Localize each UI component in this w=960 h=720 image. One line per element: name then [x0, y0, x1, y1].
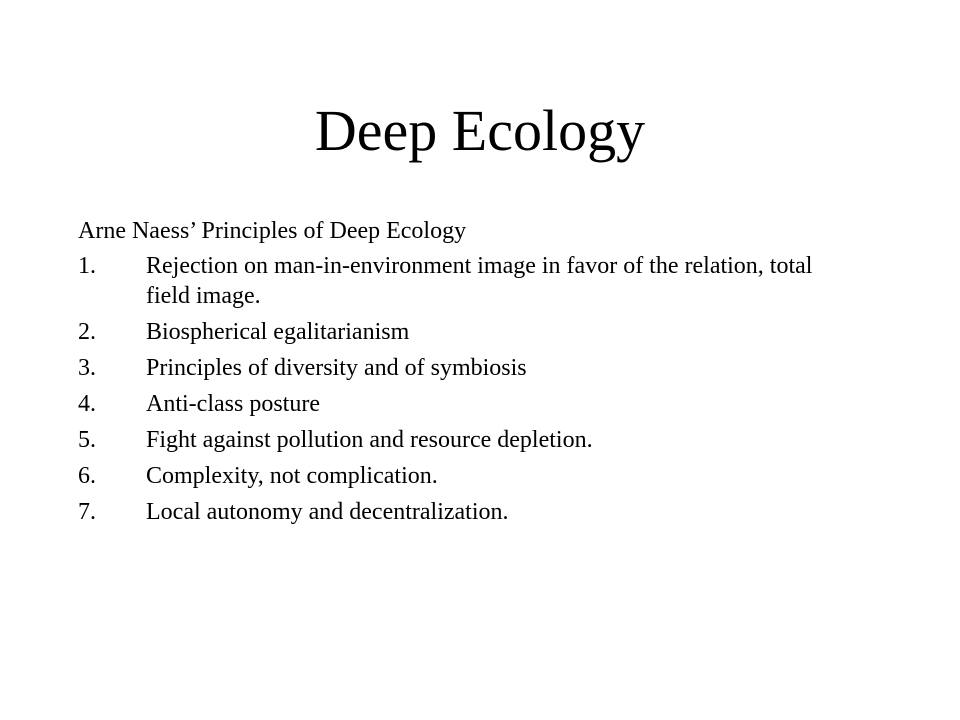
list-item — [78, 461, 878, 491]
list-item — [78, 251, 878, 311]
list-item-text: Complexity, not complication. — [146, 463, 438, 489]
slide-title: Deep Ecology — [314, 98, 646, 163]
list-item-number: 4. — [78, 391, 96, 417]
list-item-text: Anti-class posture — [146, 391, 320, 417]
list-item — [78, 317, 878, 347]
list-item — [78, 389, 878, 419]
list-item-number: 5. — [78, 427, 96, 453]
list-item-number: 3. — [78, 355, 96, 381]
list-item-text: Biospherical egalitarianism — [146, 319, 410, 345]
list-item-number: 6. — [78, 463, 96, 489]
list-item — [78, 353, 878, 383]
list-item-number: 2. — [78, 319, 96, 345]
list-item-text: Principles of diversity and of symbiosis — [146, 355, 527, 381]
list-item — [78, 425, 878, 455]
slide-subtitle: Arne Naess’ Principles of Deep Ecology — [78, 218, 467, 244]
list-item-text: Rejection on man-in-environment image in favor of the relation, total field image. — [146, 253, 813, 309]
list-item-text: Fight against pollution and resource depletion. — [146, 427, 593, 453]
list-item-text: Local autonomy and decentralization. — [146, 499, 509, 525]
list-item — [78, 497, 878, 527]
principles-list — [78, 251, 878, 527]
list-item-number: 7. — [78, 499, 96, 525]
list-item-number: 1. — [78, 253, 96, 279]
slide-body — [78, 215, 878, 533]
